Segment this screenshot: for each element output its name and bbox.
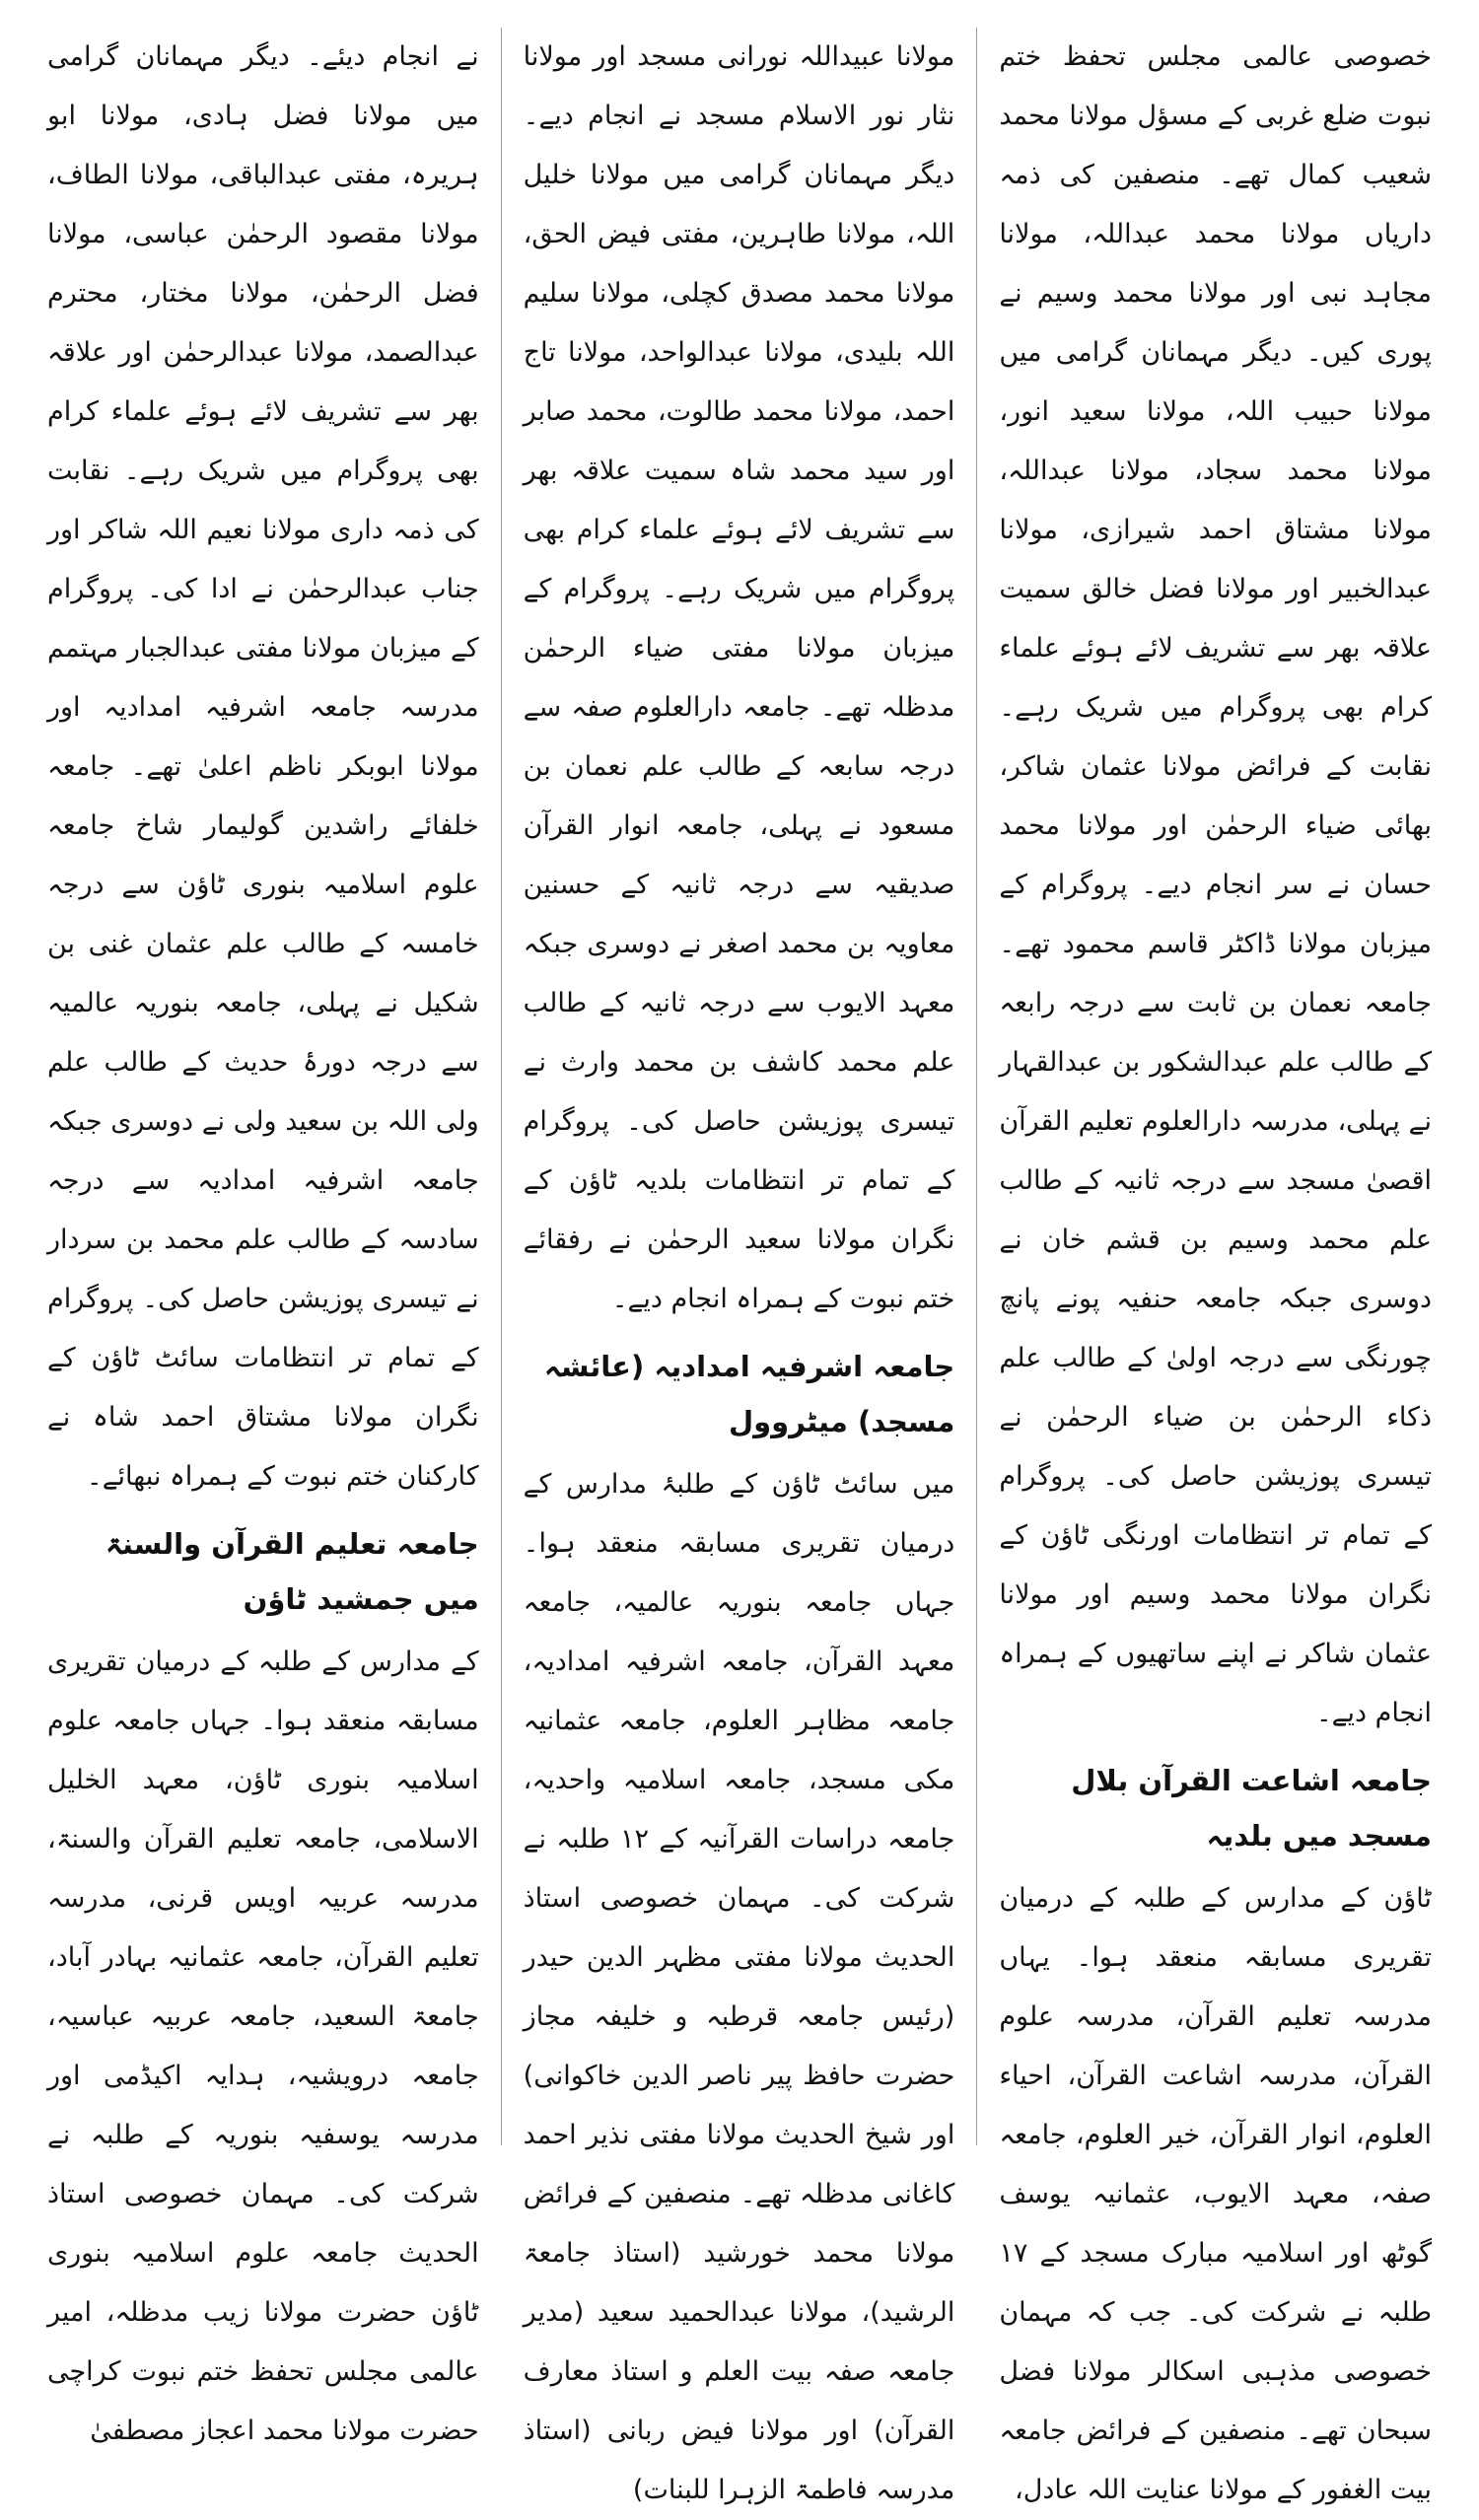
column-right [977, 28, 1453, 2505]
article-paragraph: نے انجام دیئے۔ دیگر مہمانان گرامی میں مولانا فضل ہادی، مولانا ابو ہریرہ، مفتی عبدالباقی، مولانا الطاف، مولانا مقصود الرحمٰن عباسی، مولانا فضل الرحمٰن، مولانا مختار، محترم عبدالصمد، مولانا عبدالرحمٰن اور علاقہ بھر سے تشریف لائے ہوئے علماء کرام بھی پروگرام میں شریک رہے۔ نقابت کی ذمہ داری مولانا نعیم اللہ شاکر اور جناب عبدالرحمٰن نے ادا کی۔ پروگرام کے میزبان مولانا مفتی عبدالجبار مہتمم مدرسہ جامعہ اشرفیہ امدادیہ اور مولانا ابوبکر ناظم اعلیٰ تھے۔ جامعہ خلفائے راشدین گولیمار شاخ جامعہ علوم اسلامیہ بنوری ٹاؤن سے درجہ خامسہ کے طالب علم عثمان غنی بن شکیل نے پہلی، جامعہ بنوریہ عالمیہ سے درجہ دورۂ حدیث کے طالب علم ولی اللہ بن سعید ولی نے دوسری جبکہ جامعہ اشرفیہ امدادیہ سے درجہ سادسہ کے طالب علم محمد بن سردار نے تیسری پوزیشن حاصل کی۔ پروگرام کے تمام تر انتظامات سائٹ ٹاؤن کے نگران مولانا مشتاق احمد شاہ نے کارکنان ختم نبوت کے ہمراہ نبھائے۔ [46, 41, 479, 1492]
column-left [26, 28, 502, 2446]
section-heading: جامعہ اشرفیہ امدادیہ (عائشہ مسجد) میٹروول [543, 1350, 955, 1438]
article-paragraph: میں سائٹ ٹاؤن کے طلبۂ مدارس کے درمیان تقریری مسابقہ منعقد ہوا۔ جہاں جامعہ بنوریہ عالمیہ، جامعہ معہد القرآن، جامعہ اشرفیہ امدادیہ، جامعہ مظاہر العلوم، جامعہ عثمانیہ مکی مسجد، جامعہ اسلامیہ واحدیہ، جامعہ دراسات القرآنیہ کے ۱۲ طلبہ نے شرکت کی۔ مہمان خصوصی استاذ الحدیث مولانا مفتی مظہر الدین حیدر (رئیس جامعہ قرطبہ و خلیفہ مجاز حضرت حافظ پیر ناصر الدین خاکوانی) اور شیخ الحدیث مولانا مفتی نذیر احمد کاغانی مدظلہ تھے۔ منصفین کے فرائض مولانا محمد خورشید (استاذ جامعۃ الرشید)، مولانا عبدالحمید سعید (مدیر جامعہ صفہ بیت العلم و استاذ معارف القرآن) اور مولانا فیض ربانی (استاذ مدرسہ فاطمۃ الزہرا للبنات) [523, 1469, 955, 2505]
column-middle [502, 28, 978, 2505]
article-paragraph: کے مدارس کے طلبہ کے درمیان تقریری مسابقہ منعقد ہوا۔ جہاں جامعہ علوم اسلامیہ بنوری ٹاؤن، معہد الخلیل الاسلامی، جامعہ تعلیم القرآن والسنۃ، مدرسہ عربیہ اویس قرنی، مدرسہ تعلیم القرآن، جامعہ عثمانیہ بہادر آباد، جامعۃ السعید، جامعہ عربیہ عباسیہ، جامعہ درویشیہ، ہدایہ اکیڈمی اور مدرسہ یوسفیہ بنوریہ کے طلبہ نے شرکت کی۔ مہمان خصوصی استاذ الحدیث جامعہ علوم اسلامیہ بنوری ٹاؤن حضرت مولانا زیب مدظلہ، امیر عالمی مجلس تحفظ ختم نبوت کراچی حضرت مولانا محمد اعجاز مصطفیٰ [46, 1646, 479, 2446]
article-paragraph: ٹاؤن کے مدارس کے طلبہ کے درمیان تقریری مسابقہ منعقد ہوا۔ یہاں مدرسہ تعلیم القرآن، مدرسہ علوم القرآن، مدرسہ اشاعت القرآن، احیاء العلوم، انوار القرآن، خیر العلوم، جامعہ صفہ، معہد الایوب، عثمانیہ یوسف گوٹھ اور اسلامیہ مبارک مسجد کے ۱۷ طلبہ نے شرکت کی۔ جب کہ مہمان خصوصی مذہبی اسکالر مولانا فضل سبحان تھے۔ منصفین کے فرائض جامعہ بیت الغفور کے مولانا عنایت اللہ عادل، [999, 1883, 1432, 2505]
article-paragraph: خصوصی عالمی مجلس تحفظ ختم نبوت ضلع غربی کے مسؤل مولانا محمد شعیب کمال تھے۔ منصفین کی ذمہ داریاں مولانا محمد عبداللہ، مولانا مجاہد نبی اور مولانا محمد وسیم نے پوری کیں۔ دیگر مہمانان گرامی میں مولانا حبیب اللہ، مولانا سعید انور، مولانا محمد سجاد، مولانا عبداللہ، مولانا مشتاق احمد شیرازی، مولانا عبدالخبیر اور مولانا فضل خالق سمیت علاقہ بھر سے تشریف لائے ہوئے علماء کرام بھی پروگرام میں شریک رہے۔ نقابت کے فرائض مولانا عثمان شاکر، بھائی ضیاء الرحمٰن اور مولانا محمد حسان نے سر انجام دیے۔ پروگرام کے میزبان مولانا ڈاکٹر قاسم محمود تھے۔ جامعہ نعمان بن ثابت سے درجہ رابعہ کے طالب علم عبدالشکور بن عبدالقہار نے پہلی، مدرسہ دارالعلوم تعلیم القرآن اقصیٰ مسجد سے درجہ ثانیہ کے طالب علم محمد وسیم بن قشم خان نے دوسری جبکہ جامعہ حنفیہ پونے پانچ چورنگی سے درجہ اولیٰ کے طالب علم ذکاء الرحمٰن بن ضیاء الرحمٰن نے تیسری پوزیشن حاصل کی۔ پروگرام کے تمام تر انتظامات اورنگی ٹاؤن کے نگران مولانا محمد وسیم اور مولانا عثمان شاکر نے اپنے ساتھیوں کے ہمراہ انجام دیے۔ [999, 41, 1432, 1728]
section-heading: جامعہ تعلیم القرآن والسنۃ میں جمشید ٹاؤن [105, 1527, 479, 1616]
article-paragraph: مولانا عبیداللہ نورانی مسجد اور مولانا نثار نور الاسلام مسجد نے انجام دیے۔ دیگر مہمانان گرامی میں مولانا خلیل اللہ، مولانا طاہرین، مفتی فیض الحق، مولانا محمد مصدق کچلی، مولانا سلیم اللہ بلیدی، مولانا عبدالواحد، مولانا تاج احمد، مولانا محمد طالوت، محمد صابر اور سید محمد شاہ سمیت علاقہ بھر سے تشریف لائے ہوئے علماء کرام بھی پروگرام میں شریک رہے۔ پروگرام کے میزبان مولانا مفتی ضیاء الرحمٰن مدظلہ تھے۔ جامعہ دارالعلوم صفہ سے درجہ سابعہ کے طالب علم نعمان بن مسعود نے پہلی، جامعہ انوار القرآن صدیقیہ سے درجہ ثانیہ کے حسنین معاویہ بن محمد اصغر نے دوسری جبکہ معہد الایوب سے درجہ ثانیہ کے طالب علم محمد کاشف بن محمد وارث نے تیسری پوزیشن حاصل کی۔ پروگرام کے تمام تر انتظامات بلدیہ ٹاؤن کے نگران مولانا سعید الرحمٰن نے رفقائے ختم نبوت کے ہمراہ انجام دیے۔ [523, 41, 955, 1314]
section-heading: جامعہ اشاعت القرآن بلال مسجد میں بلدیہ [1071, 1764, 1432, 1853]
